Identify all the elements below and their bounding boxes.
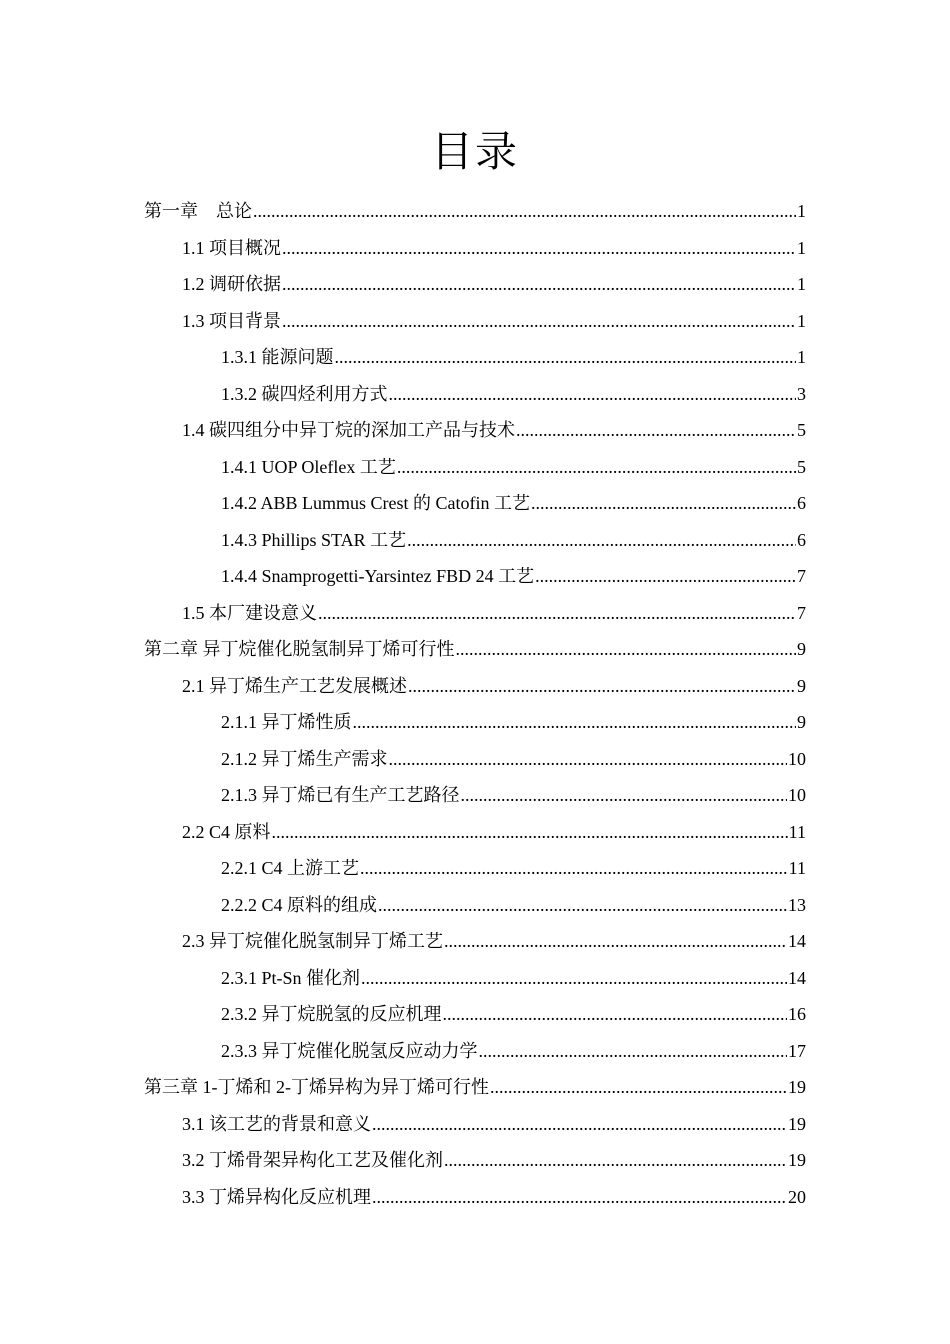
- toc-entry-page-number: 19: [788, 1077, 806, 1097]
- toc-entry[interactable]: [144, 193, 806, 229]
- toc-entry-title: 1.2 调研依据: [182, 274, 281, 294]
- toc-entry[interactable]: [182, 814, 806, 850]
- toc-entry[interactable]: [221, 1033, 806, 1069]
- toc-entry-title: 第三章 1-丁烯和 2-丁烯异构为异丁烯可行性: [144, 1077, 489, 1097]
- toc-entry-page-number: 14: [788, 967, 806, 988]
- toc-entry[interactable]: [221, 887, 806, 923]
- toc-entry-page-number: 7: [797, 566, 806, 586]
- toc-entry-title: 2.3 异丁烷催化脱氢制异丁烯工艺: [182, 931, 443, 951]
- toc-dot-leader: [335, 345, 797, 369]
- toc-entry-page-number: 9: [797, 712, 806, 732]
- toc-dot-leader: [253, 199, 796, 223]
- toc-dot-leader: [389, 747, 788, 771]
- toc-entry-title: 第二章 异丁烷催化脱氢制异丁烯可行性: [144, 639, 455, 659]
- toc-entry-title: 1.4.1 UOP Oleflex 工艺: [221, 456, 396, 477]
- toc-dot-leader: [408, 674, 796, 698]
- toc-entry-title: 2.2.1 C4 上游工艺: [221, 858, 360, 878]
- toc-entry-page-number: 5: [797, 420, 806, 440]
- toc-entry[interactable]: [221, 960, 806, 996]
- toc-entry[interactable]: [182, 1179, 806, 1215]
- toc-entry-title: 2.1.2 异丁烯生产需求: [221, 748, 388, 769]
- toc-entry-title: 1.3.2 碳四烃利用方式: [221, 383, 388, 404]
- toc-dot-leader: [461, 783, 788, 807]
- toc-entry[interactable]: [182, 266, 806, 302]
- toc-entry-page-number: 1: [797, 201, 806, 221]
- toc-entry-page-number: 1: [797, 274, 806, 294]
- toc-dot-leader: [389, 382, 797, 406]
- toc-dot-leader: [282, 309, 796, 333]
- toc-entry[interactable]: [182, 923, 806, 959]
- toc-entry[interactable]: [182, 595, 806, 631]
- toc-entry[interactable]: [182, 668, 806, 704]
- toc-dot-leader: [361, 966, 787, 990]
- toc-entry[interactable]: [221, 704, 806, 740]
- toc-entry-page-number: 16: [788, 1004, 806, 1024]
- toc-dot-leader: [282, 272, 796, 296]
- toc-entry-title: 3.1 该工艺的背景和意义: [182, 1113, 371, 1134]
- toc-entry-page-number: 6: [797, 493, 806, 513]
- toc-dot-leader: [282, 236, 796, 260]
- toc-dot-leader: [407, 528, 796, 552]
- toc-entry-title: 3.2 丁烯骨架异构化工艺及催化剂: [182, 1150, 443, 1170]
- toc-entry-page-number: 10: [788, 748, 806, 769]
- toc-entry[interactable]: [182, 230, 806, 266]
- toc-entry-page-number: 17: [788, 1040, 806, 1061]
- toc-entry-page-number: 3: [797, 383, 806, 404]
- toc-entry[interactable]: [182, 412, 806, 448]
- toc-dot-leader: [378, 893, 787, 917]
- toc-dot-leader: [360, 856, 788, 880]
- toc-entry-page-number: 10: [788, 785, 806, 805]
- toc-entry-page-number: 7: [797, 602, 806, 623]
- toc-entry-page-number: 1: [797, 310, 806, 331]
- toc-dot-leader: [535, 564, 796, 588]
- toc-entry[interactable]: [221, 485, 806, 521]
- toc-entry-title: 1.3.1 能源问题: [221, 347, 334, 367]
- toc-dot-leader: [444, 929, 787, 953]
- toc-entry-title: 2.2 C4 原料: [182, 821, 271, 842]
- toc-entry[interactable]: [221, 741, 806, 777]
- toc-entry-page-number: 11: [788, 858, 806, 878]
- toc-entry[interactable]: [144, 631, 806, 667]
- toc-entry[interactable]: [182, 1142, 806, 1178]
- toc-entry-page-number: 19: [788, 1113, 806, 1134]
- toc-entry[interactable]: [221, 339, 806, 375]
- toc-dot-leader: [531, 491, 796, 515]
- toc-entry-title: 2.1 异丁烯生产工艺发展概述: [182, 675, 407, 696]
- toc-entry-title: 2.1.1 异丁烯性质: [221, 712, 352, 732]
- toc-entry-page-number: 19: [788, 1150, 806, 1170]
- toc-dot-leader: [443, 1002, 788, 1026]
- toc-entry-page-number: 9: [797, 639, 806, 659]
- toc-entry-page-number: 1: [797, 237, 806, 258]
- toc-entry-title: 2.3.2 异丁烷脱氢的反应机理: [221, 1004, 442, 1024]
- toc-dot-leader: [272, 820, 788, 844]
- toc-entry[interactable]: [221, 449, 806, 485]
- toc-entry[interactable]: [182, 303, 806, 339]
- toc-entry-title: 1.1 项目概况: [182, 237, 281, 258]
- toc-entry-page-number: 5: [797, 456, 806, 477]
- toc-entry[interactable]: [221, 558, 806, 594]
- toc-entry-page-number: 6: [797, 529, 806, 550]
- toc-entry-title: 第一章 总论: [144, 201, 252, 221]
- toc-entry-title: 1.3 项目背景: [182, 310, 281, 331]
- toc-entry-page-number: 14: [788, 931, 806, 951]
- toc-entry-title: 2.3.1 Pt-Sn 催化剂: [221, 967, 361, 988]
- toc-entry[interactable]: [221, 376, 806, 412]
- toc-entry[interactable]: [221, 777, 806, 813]
- toc-entry-title: 1.4.2 ABB Lummus Crest 的 Catofin 工艺: [221, 493, 531, 513]
- toc-dot-leader: [318, 601, 796, 625]
- toc-entry-title: 1.4.4 Snamprogetti-Yarsintez FBD 24 工艺: [221, 566, 535, 586]
- toc-entry-page-number: 20: [788, 1186, 806, 1207]
- toc-entry[interactable]: [221, 996, 806, 1032]
- toc-entry[interactable]: [144, 1069, 806, 1105]
- toc-dot-leader: [490, 1075, 787, 1099]
- toc-entry-page-number: 13: [788, 894, 806, 915]
- toc-entry-title: 2.2.2 C4 原料的组成: [221, 894, 378, 915]
- toc-entry-title: 2.3.3 异丁烷催化脱氢反应动力学: [221, 1040, 478, 1061]
- toc-entry[interactable]: [221, 850, 806, 886]
- toc-dot-leader: [353, 710, 797, 734]
- toc-entry-title: 2.1.3 异丁烯已有生产工艺路径: [221, 785, 460, 805]
- toc-dot-leader: [397, 455, 796, 479]
- toc-entry-title: 1.4.3 Phillips STAR 工艺: [221, 529, 407, 550]
- toc-entry-page-number: 11: [788, 821, 806, 842]
- toc-title: 目录: [430, 127, 519, 176]
- toc-entry-title: 3.3 丁烯异构化反应机理: [182, 1186, 371, 1207]
- toc-entry-title: 1.5 本厂建设意义: [182, 602, 317, 623]
- toc-dot-leader: [444, 1148, 787, 1172]
- toc-dot-leader: [479, 1039, 788, 1063]
- toc-dot-leader: [516, 418, 796, 442]
- toc-entry-title: 1.4 碳四组分中异丁烷的深加工产品与技术: [182, 420, 515, 440]
- toc-entry-page-number: 1: [797, 347, 806, 367]
- toc-entry[interactable]: [182, 1106, 806, 1142]
- toc-dot-leader: [456, 637, 797, 661]
- toc-dot-leader: [372, 1112, 787, 1136]
- toc-dot-leader: [372, 1185, 787, 1209]
- toc-entry[interactable]: [221, 522, 806, 558]
- toc-entry-page-number: 9: [797, 675, 806, 696]
